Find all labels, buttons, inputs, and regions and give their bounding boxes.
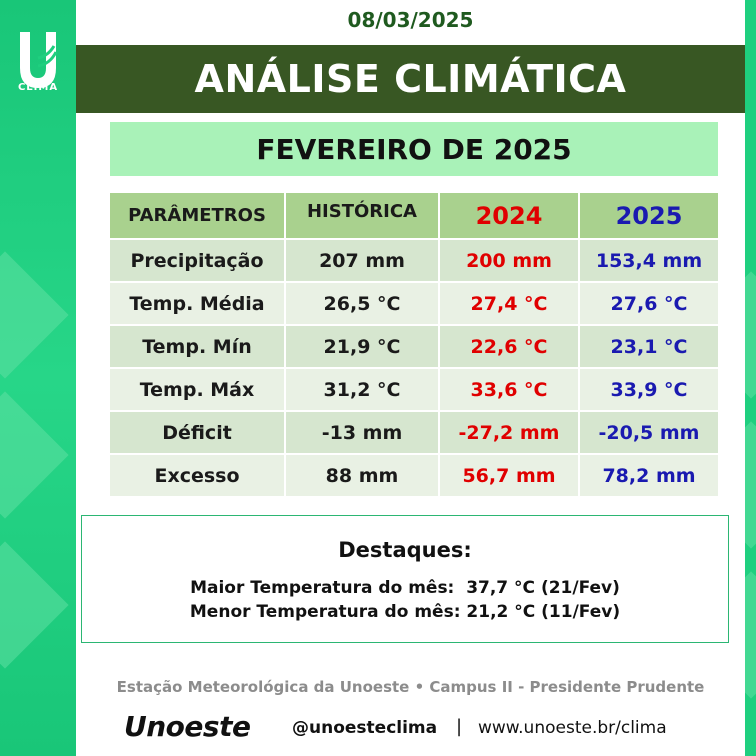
logo-label: CLIMA: [17, 82, 59, 93]
row-historical: 26,5 °C: [285, 282, 439, 325]
header-2025: 2025: [579, 192, 719, 239]
row-2025: 78,2 mm: [579, 454, 719, 497]
row-parameter: Excesso: [109, 454, 285, 497]
highlights-title: Destaques:: [338, 538, 472, 562]
header-historical: HISTÓRICA: [285, 192, 439, 239]
website-url: www.unoeste.br/clima: [478, 718, 667, 738]
unoeste-brand-logo: Unoeste: [124, 710, 251, 743]
page-title: ANÁLISE CLIMÁTICA: [76, 45, 745, 113]
row-2024: 22,6 °C: [439, 325, 579, 368]
table-row: [109, 411, 719, 454]
row-2024: 56,7 mm: [439, 454, 579, 497]
min-temperature-line: Menor Temperatura do mês: 21,2 °C (11/Fev): [189, 602, 621, 622]
row-2025: -20,5 mm: [579, 411, 719, 454]
row-2025: 23,1 °C: [579, 325, 719, 368]
period-title: FEVEREIRO DE 2025: [110, 122, 718, 176]
table-row: [109, 454, 719, 497]
header-2024: 2024: [439, 192, 579, 239]
table-row: [109, 368, 719, 411]
row-historical: 21,9 °C: [285, 325, 439, 368]
row-2025: 153,4 mm: [579, 239, 719, 282]
header-parameters: PARÂMETROS: [109, 192, 285, 239]
social-handle: @unoesteclima: [292, 718, 438, 738]
row-historical: 88 mm: [285, 454, 439, 497]
footer-separator: |: [456, 716, 463, 737]
highlights-box: [81, 515, 729, 643]
row-parameter: Temp. Média: [109, 282, 285, 325]
report-date: 08/03/2025: [347, 8, 474, 32]
row-2025: 33,9 °C: [579, 368, 719, 411]
row-parameter: Déficit: [109, 411, 285, 454]
row-2024: -27,2 mm: [439, 411, 579, 454]
row-2024: 200 mm: [439, 239, 579, 282]
max-temperature-line: Maior Temperatura do mês: 37,7 °C (21/Fev): [190, 578, 620, 598]
table-header-row: [109, 192, 719, 239]
climate-table: [108, 191, 720, 498]
table-row: [109, 239, 719, 282]
row-2024: 27,4 °C: [439, 282, 579, 325]
row-2024: 33,6 °C: [439, 368, 579, 411]
row-historical: -13 mm: [285, 411, 439, 454]
table-row: [109, 282, 719, 325]
row-historical: 207 mm: [285, 239, 439, 282]
row-parameter: Temp. Máx: [109, 368, 285, 411]
table-row: [109, 325, 719, 368]
row-parameter: Temp. Mín: [109, 325, 285, 368]
row-2025: 27,6 °C: [579, 282, 719, 325]
station-caption: Estação Meteorológica da Unoeste • Campus II - Presidente Prudente: [116, 678, 705, 696]
row-parameter: Precipitação: [109, 239, 285, 282]
row-historical: 31,2 °C: [285, 368, 439, 411]
